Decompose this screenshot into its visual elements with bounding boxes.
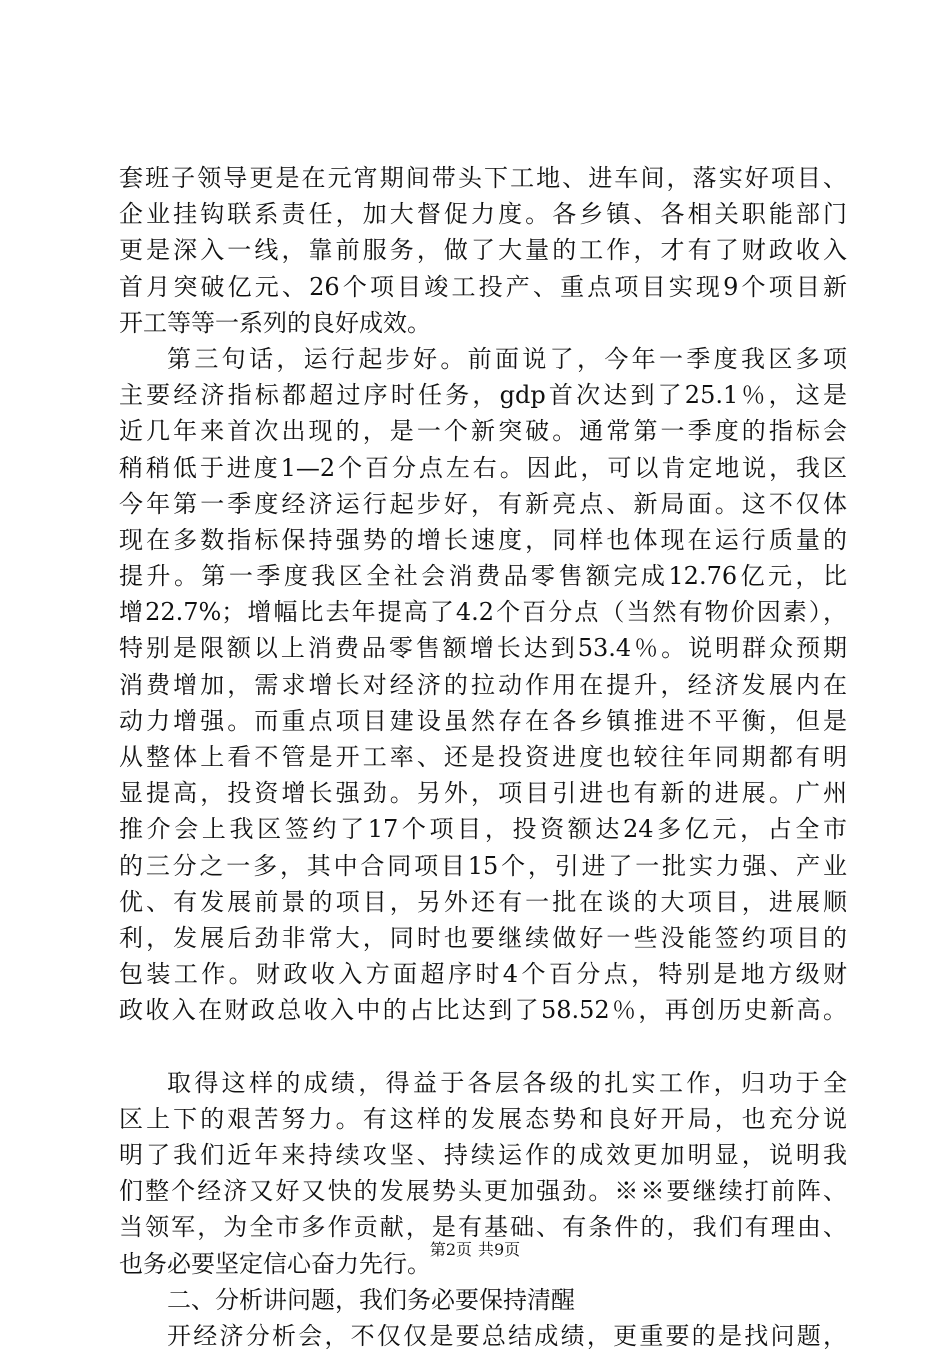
page-footer [0, 1240, 950, 1260]
text-line: 的三分之一多，其中合同项目15个，引进了一批实力强、产业 [119, 851, 847, 880]
text-line: 消费增加，需求增长对经济的拉动作用在提升，经济发展内在 [119, 670, 847, 699]
text-line: 首月突破亿元、26个项目竣工投产、重点项目实现9个项目新 [119, 272, 847, 301]
text-line: 动力增强。而重点项目建设虽然存在各乡镇推进不平衡，但是 [119, 706, 847, 735]
text-line: 推介会上我区签约了17个项目，投资额达24多亿元，占全市 [119, 815, 847, 844]
text-line: 也务必要坚定信心奋力先行。 [119, 1249, 431, 1278]
text-line: 开经济分析会，不仅仅是要总结成绩，更重要的是找问题， [167, 1322, 847, 1350]
text-line: 显提高，投资增长强劲。另外，项目引进也有新的进展。广州 [119, 779, 847, 808]
page-total: 共9页 [478, 1240, 521, 1259]
text-line: 取得这样的成绩，得益于各层各级的扎实工作，归功于全 [167, 1068, 847, 1097]
document-body [119, 160, 847, 1354]
page-number: 第2页 [429, 1240, 472, 1259]
text-line: 从整体上看不管是开工率、还是投资进度也较往年同期都有明 [119, 743, 847, 771]
section-heading: 二、分析讲问题，我们务必要保持清醒 [167, 1285, 575, 1314]
text-line: 特别是限额以上消费品零售额增长达到53.4％。说明群众预期 [119, 634, 847, 663]
text-line: 优、有发展前景的项目，另外还有一批在谈的大项目，进展顺 [119, 887, 847, 916]
text-line: 包装工作。财政收入方面超序时4个百分点，特别是地方级财 [119, 960, 847, 989]
text-line: 当领军，为全市多作贡献，是有基础、有条件的，我们有理由、 [119, 1213, 847, 1242]
text-line: 增22.7%；增幅比去年提高了4.2个百分点（当然有物价因素）， [119, 598, 847, 627]
text-line: 政收入在财政总收入中的占比达到了58.52％，再创历史新高。 [119, 996, 847, 1025]
text-line: 企业挂钩联系责任，加大督促力度。各乡镇、各相关职能部门 [119, 200, 847, 229]
text-line: 更是深入一线，靠前服务，做了大量的工作，才有了财政收入 [119, 236, 847, 265]
text-line: 利，发展后劲非常大，同时也要继续做好一些没能签约项目的 [119, 923, 847, 952]
text-line: 稍稍低于进度1—2个百分点左右。因此，可以肯定地说，我区 [119, 453, 847, 482]
text-line: 提升。第一季度我区全社会消费品零售额完成12.76亿元，比 [119, 562, 847, 591]
paragraph-gap [119, 1029, 847, 1065]
text-line: 今年第一季度经济运行起步好，有新亮点、新局面。这不仅体 [119, 489, 847, 518]
text-line: 套班子领导更是在元宵期间带头下工地、进车间，落实好项目、 [119, 164, 847, 192]
text-line: 近几年来首次出现的，是一个新突破。通常第一季度的指标会 [119, 417, 847, 446]
text-line: 们整个经济又好又快的发展势头更加强劲。※※要继续打前阵、 [119, 1177, 847, 1206]
text-line: 第三句话，运行起步好。前面说了，今年一季度我区多项 [167, 344, 847, 373]
text-line: 主要经济指标都超过序时任务，gdp首次达到了25.1％，这是 [119, 381, 847, 410]
text-line: 现在多数指标保持强势的增长速度，同样也体现在运行质量的 [119, 525, 847, 554]
text-line: 明了我们近年来持续攻坚、持续运作的成效更加明显，说明我 [119, 1141, 847, 1170]
text-line: 开工等等一系列的良好成效。 [119, 308, 431, 337]
text-line: 区上下的艰苦努力。有这样的发展态势和良好开局，也充分说 [119, 1104, 847, 1133]
